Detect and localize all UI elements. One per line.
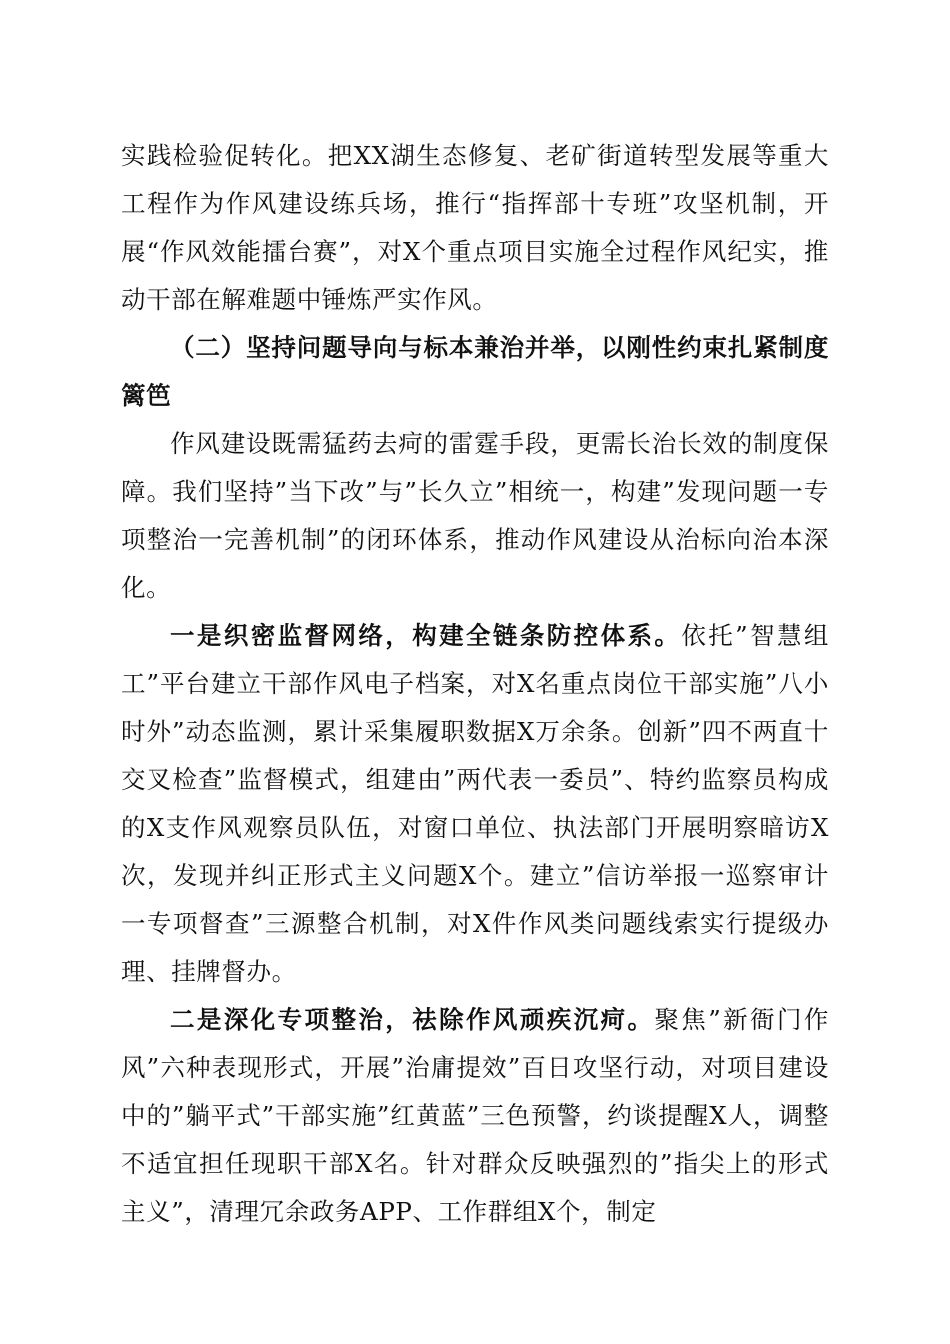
paragraph-text: 聚焦”新衙门作风”六种表现形式，开展”治庸提效”百日攻坚行动，对项目建设中的”躺平式”干部实施”红黄蓝”三色预警，约谈提醒X人，调整不适宜担任现职干部X名。针对群众反映强烈的”指尖上的形式主义”，清理冗余政务APP、工作群组X个，制定 [121, 1005, 829, 1226]
paragraph-practice [121, 132, 829, 324]
document-body [121, 132, 829, 1236]
paragraph-lead: 一是织密监督网络，构建全链条防控体系。 [170, 621, 682, 650]
section-heading [121, 324, 829, 420]
paragraph-text: 作风建设既需猛药去疴的雷霆手段，更需长治长效的制度保障。我们坚持”当下改”与”长久立”相统一，构建”发现问题一专项整治一完善机制”的闭环体系，推动作风建设从治标向治本深化。 [121, 429, 829, 602]
paragraph-intro [121, 420, 829, 612]
paragraph-rectification [121, 996, 829, 1236]
paragraph-text: 实践检验促转化。把XX湖生态修复、老矿街道转型发展等重大工程作为作风建设练兵场，推行“指挥部十专班”攻坚机制，开展“作风效能擂台赛”，对X个重点项目实施全过程作风纪实，推动干部在解难题中锤炼严实作风。 [121, 141, 829, 314]
paragraph-supervision [121, 612, 829, 996]
paragraph-text: 依托”智慧组工”平台建立干部作风电子档案，对X名重点岗位干部实施”八小时外”动态监测，累计采集履职数据X万余条。创新”四不两直十交叉检查”监督模式，组建由”两代表一委员”、特约监察员构成的X支作风观察员队伍，对窗口单位、执法部门开展明察暗访X次，发现并纠正形式主义问题X个。建立”信访举报一巡察审计一专项督查”三源整合机制，对X件作风类问题线索实行提级办理、挂牌督办。 [121, 621, 829, 986]
paragraph-lead: 二是深化专项整治，祛除作风顽疾沉疴。 [170, 1005, 655, 1034]
section-heading-text: （二）坚持问题导向与标本兼治并举，以刚性约束扎紧制度篱笆 [121, 333, 829, 410]
